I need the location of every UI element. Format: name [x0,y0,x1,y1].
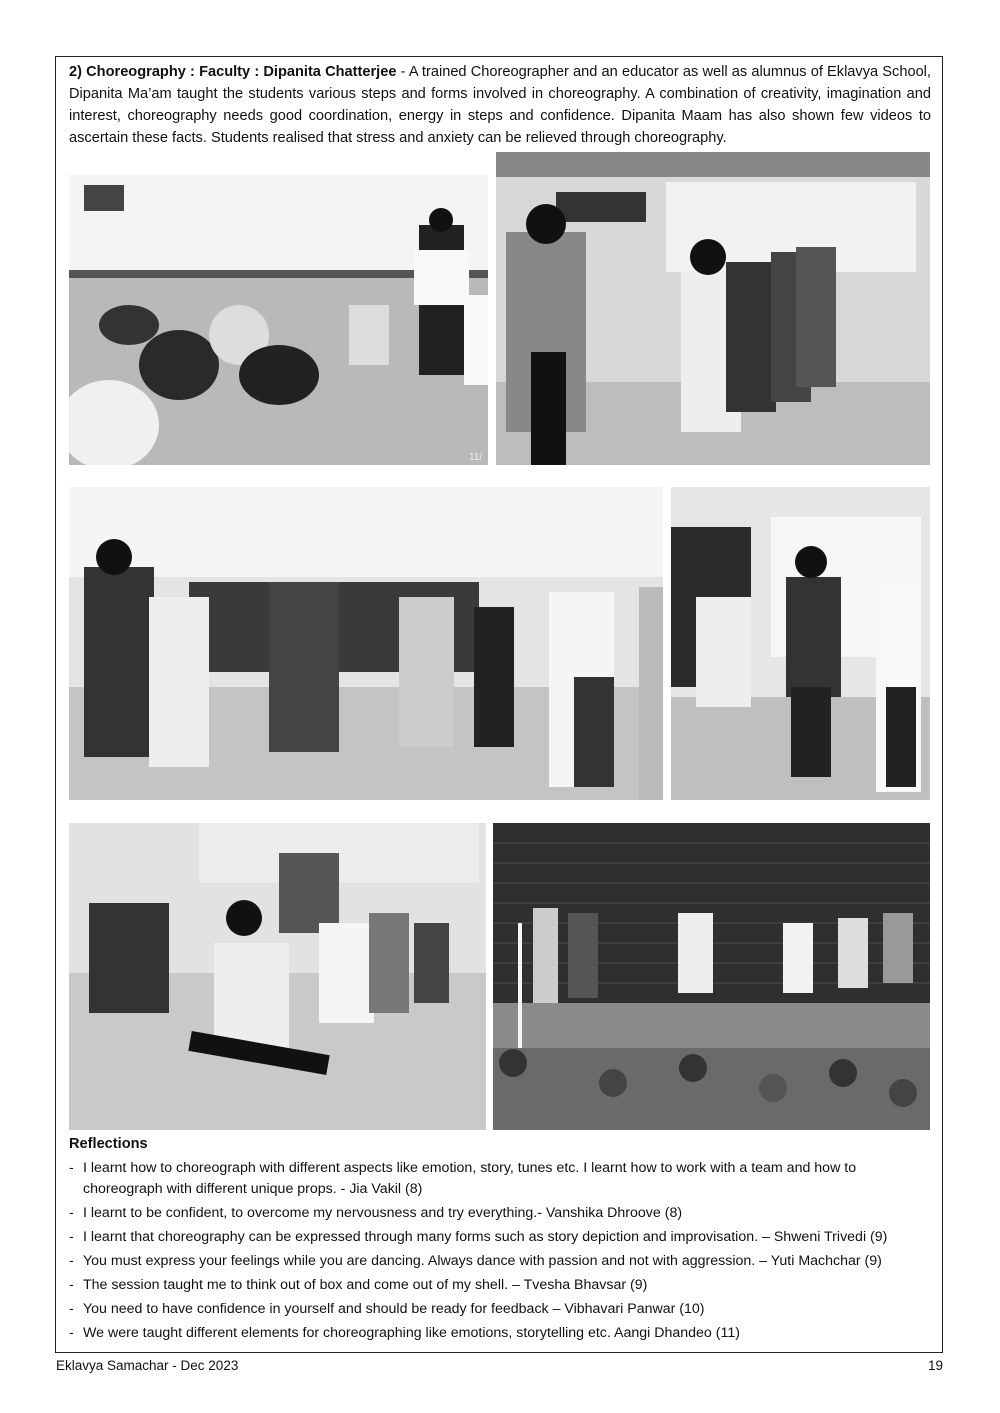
list-item: - You need to have confidence in yourself and should be ready for feedback – Vibhavari Panwar (10) [69,1300,705,1317]
reflections-list [69,1158,935,1347]
intro-paragraph [69,61,931,149]
photo-faculty-demo [671,487,930,800]
photo-hall-practice [69,487,663,800]
list-item: - I learnt how to choreograph with different aspects like emotion, story, tunes etc. I learnt how to work with a team and how to choreograph with different unique props. - Jia Vakil (8) [69,1160,857,1197]
list-item: - We were taught different elements for choreographing like emotions, storytelling etc. Aangi Dhandeo (11) [69,1324,740,1341]
reflections-title: Reflections [69,1136,148,1152]
photo-lunge-practice [69,823,486,1130]
intro-heading: 2) Choreography : Faculty : Dipanita Chatterjee [69,64,397,80]
list-item: - I learnt to be confident, to overcome my nervousness and try everything.- Vanshika Dhroove (8) [69,1204,683,1221]
list-item: - I learnt that choreography can be expressed through many forms such as story depiction and improvisation. – Shweni Trivedi (9) [69,1228,888,1245]
list-item: - You must express your feelings while you are dancing. Always dance with passion and not with aggression. – Yuti Machchar (9) [69,1252,882,1269]
footer-page-number: 19 [927,1358,943,1373]
photo-stage-performance [493,823,930,1130]
list-item: - The session taught me to think out of box and come out of my shell. – Tvesha Bhavsar (9) [69,1276,648,1293]
photo-standing-rows [496,152,930,465]
footer-publication: Eklavya Samachar - Dec 2023 [56,1358,239,1373]
intro-body: - A trained Choreographer and an educator as well as alumnus of Eklavya School, Dipanita Ma’am taught the students various steps and forms involved in choreography. A combination of creativity, imagination and interest, choreography needs good coordination, energy in steps and confidence. Dipanita Maam has also shown few videos to ascertain these facts. Students realised that stress and anxiety can be relieved through choreography. [69,64,931,146]
photo-watermark: 11/ [469,452,483,463]
photo-seated-students [69,175,488,465]
